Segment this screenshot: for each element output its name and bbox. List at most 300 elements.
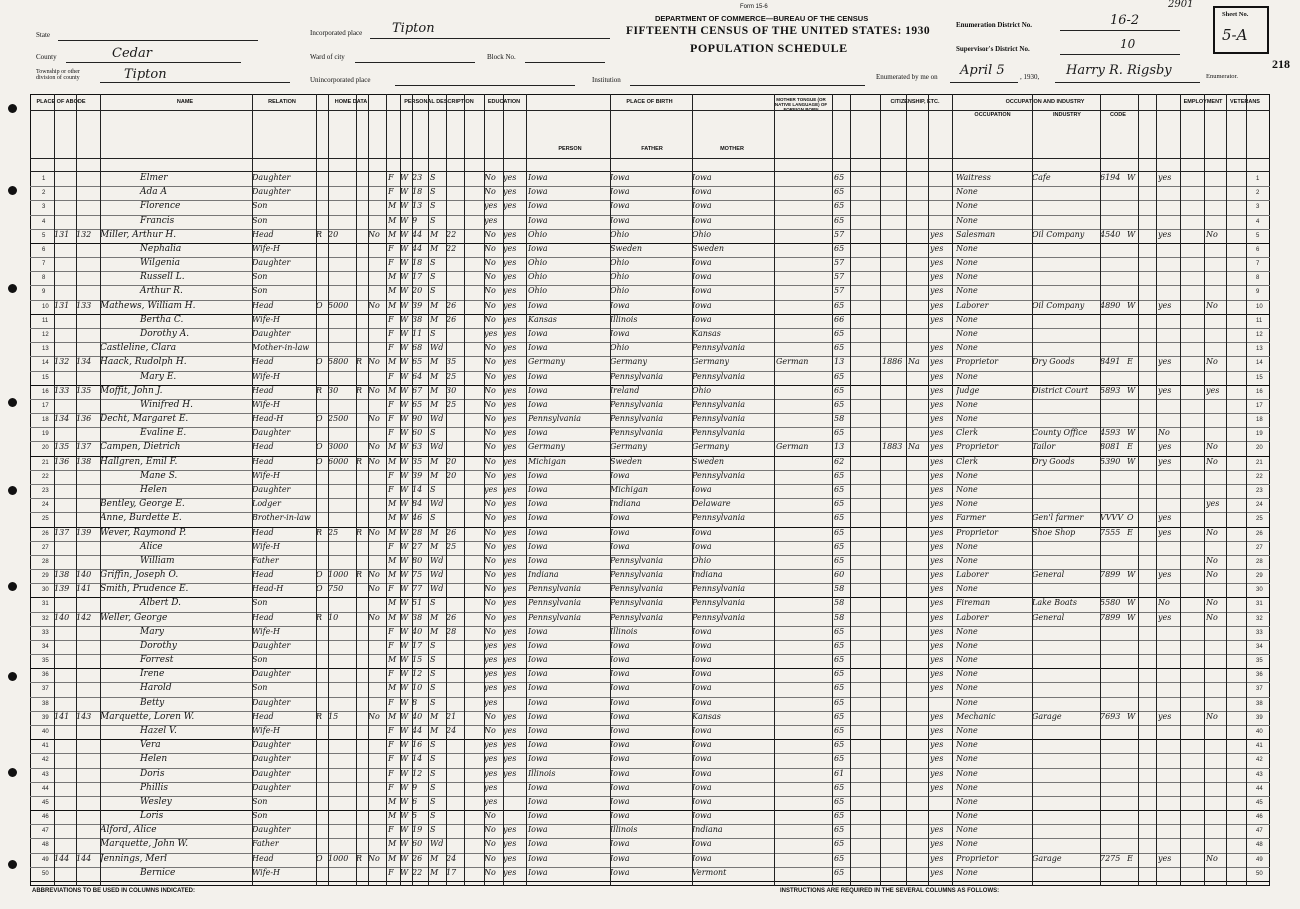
cell-am: 20 — [446, 456, 457, 466]
cell-am: 30 — [446, 385, 457, 395]
incorporated-value: Tipton — [392, 21, 435, 36]
cell-rel: Head — [252, 527, 274, 537]
cell-age: 26 — [412, 853, 423, 863]
cell-ind: Garage — [1032, 711, 1062, 721]
cell-sex: M — [388, 286, 397, 296]
row-number-right: 37 — [1256, 686, 1263, 693]
cell-code: 65 — [834, 399, 845, 409]
cell-vet: No — [1206, 229, 1218, 239]
cell-name: Bernice — [140, 867, 176, 878]
cell-mb: Ohio — [692, 555, 712, 565]
column-divider — [428, 94, 429, 886]
enumerated-year: , 1930, — [1020, 73, 1040, 81]
column-divider — [1204, 94, 1205, 886]
cell-mb: Pennsylvania — [692, 414, 746, 424]
row-number-right: 48 — [1256, 842, 1263, 849]
cell-mar: M — [430, 541, 439, 551]
cell-code: 65 — [834, 740, 845, 750]
institution-label: Institution — [592, 76, 621, 84]
cell-sex: F — [388, 328, 394, 338]
cell-rel: Daughter — [252, 754, 291, 764]
cell-radio: R — [356, 853, 363, 863]
cell-occ: None — [956, 811, 978, 821]
row-number-left: 20 — [42, 445, 49, 452]
cell-nat: Na — [908, 357, 920, 367]
cell-rel: Daughter — [252, 669, 291, 679]
cell-sex: M — [388, 598, 397, 608]
cell-sex: M — [388, 655, 397, 665]
cell-rd: yes — [503, 513, 517, 523]
cell-name: Wever, Raymond P. — [100, 527, 187, 538]
cell-race: W — [400, 811, 409, 821]
cell-race: W — [400, 272, 409, 282]
row-number-right: 21 — [1256, 459, 1263, 466]
cell-rd: yes — [503, 711, 517, 721]
cell-fb: Iowa — [610, 811, 630, 821]
cell-pb: Iowa — [528, 711, 548, 721]
cell-occ: None — [956, 740, 978, 750]
cell-fb: Ohio — [610, 258, 630, 268]
enumerated-label: Enumerated by me on — [876, 73, 938, 81]
cell-fb: Iowa — [610, 470, 630, 480]
cell-rd: yes — [503, 612, 517, 622]
cell-sex: M — [388, 711, 397, 721]
cell-pb: Iowa — [528, 371, 548, 381]
cell-sch: No — [484, 343, 496, 353]
cell-mar: Wd — [430, 584, 444, 594]
enumerated-date-line — [950, 82, 1018, 83]
cell-name: Mane S. — [140, 470, 178, 481]
cell-mar: S — [430, 201, 436, 211]
block-label: Block No. — [487, 53, 516, 61]
cell-age: 17 — [412, 640, 423, 650]
cell-race: W — [400, 428, 409, 438]
cell-rd: yes — [503, 258, 517, 268]
cell-code: 57 — [834, 229, 845, 239]
cell-occ: None — [956, 328, 978, 338]
block-line — [525, 62, 605, 63]
cell-am: 26 — [446, 527, 457, 537]
row-number-left: 49 — [42, 856, 49, 863]
cell-race: W — [400, 385, 409, 395]
cell-cls: W — [1127, 711, 1136, 721]
cell-rel: Lodger — [252, 499, 281, 509]
row-number-left: 12 — [42, 331, 49, 338]
cell-code: 65 — [834, 371, 845, 381]
cell-ind: Dry Goods — [1032, 357, 1075, 367]
cell-mar: M — [430, 357, 439, 367]
cell-name: Arthur R. — [140, 286, 183, 297]
cell-farm: No — [368, 584, 380, 594]
cell-sch: No — [484, 598, 496, 608]
cell-sex: M — [388, 683, 397, 693]
cell-pb: Iowa — [528, 655, 548, 665]
cell-fb: Pennsylvania — [610, 371, 664, 381]
cell-name: Francis — [140, 215, 175, 226]
cell-oc: 4890 — [1100, 300, 1121, 310]
cell-oc: 7275 — [1100, 853, 1121, 863]
cell-fam: 137 — [76, 442, 92, 452]
cell-eng: yes — [930, 513, 944, 523]
cell-mar: M — [430, 243, 439, 253]
cell-mb: Kansas — [692, 328, 721, 338]
row-number-left: 39 — [42, 714, 49, 721]
row-number-right: 38 — [1256, 700, 1263, 707]
row-number-right: 4 — [1256, 218, 1260, 225]
column-divider — [54, 94, 55, 886]
cell-rel: Head — [252, 853, 274, 863]
cell-oc: 5390 — [1100, 456, 1121, 466]
cell-sch: No — [484, 399, 496, 409]
cell-ind: County Office — [1032, 428, 1088, 438]
cell-eng: yes — [930, 414, 944, 424]
cell-rel: Son — [252, 598, 268, 608]
cell-occ: None — [956, 839, 978, 849]
cell-pb: Germany — [528, 357, 565, 367]
cell-race: W — [400, 711, 409, 721]
cell-sch: No — [484, 187, 496, 197]
row-number-right: 35 — [1256, 658, 1263, 665]
cell-name: Evaline E. — [140, 428, 187, 439]
cell-pb: Iowa — [528, 428, 548, 438]
cell-mb: Pennsylvania — [692, 584, 746, 594]
cell-rel: Head — [252, 612, 274, 622]
column-divider — [880, 94, 881, 886]
cell-code: 65 — [834, 328, 845, 338]
cell-mar: M — [430, 399, 439, 409]
cell-rel: Head — [252, 711, 274, 721]
cell-rel: Head — [252, 442, 274, 452]
cell-race: W — [400, 513, 409, 523]
cell-pb: Iowa — [528, 215, 548, 225]
cell-name: Bertha C. — [140, 314, 184, 325]
cell-race: W — [400, 669, 409, 679]
cell-oc: 8491 — [1100, 357, 1121, 367]
cell-own: O — [316, 357, 323, 367]
cell-mb: Pennsylvania — [692, 598, 746, 608]
cell-mb: Iowa — [692, 782, 712, 792]
cell-age: 44 — [412, 229, 423, 239]
incorporated-label: Incorporated place — [310, 29, 363, 37]
township-label: Township or other division of county — [36, 69, 80, 81]
row-number-right: 14 — [1256, 360, 1263, 367]
incorporated-line — [370, 38, 610, 39]
sheet-top-number: 2901 — [1168, 0, 1194, 10]
cell-race: W — [400, 527, 409, 537]
cell-rel: Son — [252, 796, 268, 806]
cell-mar: S — [430, 215, 436, 225]
cell-mar: M — [430, 853, 439, 863]
cell-emp: yes — [1158, 300, 1172, 310]
row-number-left: 34 — [42, 643, 49, 650]
cell-pb: Ohio — [528, 272, 548, 282]
cell-occ: None — [956, 768, 978, 778]
group-occupation-industry: OCCUPATION AND INDUSTRY — [1005, 99, 1085, 105]
group-citizenship: CITIZENSHIP, ETC. — [890, 99, 940, 105]
state-label: State — [36, 31, 50, 39]
cell-val: 5000 — [328, 300, 349, 310]
cell-occ: None — [956, 470, 978, 480]
cell-name: Helen — [140, 754, 168, 765]
cell-sex: F — [388, 541, 394, 551]
cell-eng: yes — [930, 853, 944, 863]
cell-age: 28 — [412, 527, 423, 537]
cell-mar: M — [430, 867, 439, 877]
cell-rel: Daughter — [252, 697, 291, 707]
row-number-right: 50 — [1256, 870, 1263, 877]
cell-oc: 4540 — [1100, 229, 1121, 239]
cell-age: 68 — [412, 343, 423, 353]
cell-farm: No — [368, 442, 380, 452]
row-number-left: 7 — [42, 261, 46, 268]
col-industry-heading: INDUSTRY — [1053, 112, 1081, 118]
row-number-right: 1 — [1256, 176, 1260, 182]
cell-sch: yes — [484, 201, 498, 211]
cell-age: 15 — [412, 655, 423, 665]
row-number-left: 25 — [42, 516, 49, 523]
cell-fb: Illinois — [610, 314, 638, 324]
cell-code: 65 — [834, 243, 845, 253]
cell-code: 65 — [834, 683, 845, 693]
cell-mar: S — [430, 655, 436, 665]
cell-age: 38 — [412, 314, 423, 324]
form-number: Form 15-6 — [740, 4, 768, 10]
column-divider — [400, 94, 401, 886]
cell-cls: W — [1127, 598, 1136, 608]
cell-rel: Son — [252, 683, 268, 693]
cell-emp: yes — [1158, 385, 1172, 395]
cell-occ: None — [956, 541, 978, 551]
cell-rel: Wife-H — [252, 867, 281, 877]
cell-sch: No — [484, 541, 496, 551]
cell-mb: Indiana — [692, 570, 723, 580]
cell-occ: None — [956, 272, 978, 282]
cell-code: 65 — [834, 484, 845, 494]
punch-hole — [8, 104, 17, 113]
cell-rd: yes — [503, 328, 517, 338]
cell-sex: M — [388, 853, 397, 863]
column-divider — [1032, 94, 1033, 886]
row-divider — [30, 881, 1270, 882]
col-occupation-heading: OCCUPATION — [974, 112, 1011, 118]
row-number-right: 44 — [1256, 785, 1263, 792]
cell-mar: S — [430, 669, 436, 679]
cell-rd: yes — [503, 584, 517, 594]
cell-code: 65 — [834, 541, 845, 551]
cell-sex: F — [388, 825, 394, 835]
cell-eng: yes — [930, 612, 944, 622]
cell-pb: Iowa — [528, 343, 548, 353]
cell-sch: yes — [484, 796, 498, 806]
cell-rd: yes — [503, 385, 517, 395]
cell-am: 26 — [446, 300, 457, 310]
cell-mar: S — [430, 683, 436, 693]
row-number-right: 17 — [1256, 402, 1263, 409]
cell-name: Betty — [140, 697, 165, 708]
cell-val: 10 — [328, 612, 339, 622]
cell-rel: Daughter — [252, 328, 291, 338]
cell-mb: Iowa — [692, 215, 712, 225]
cell-fb: Indiana — [610, 499, 641, 509]
cell-pb: Pennsylvania — [528, 612, 582, 622]
cell-dw: 139 — [54, 584, 70, 594]
cell-rd: yes — [503, 740, 517, 750]
cell-dw: 134 — [54, 414, 70, 424]
cell-rd: yes — [503, 343, 517, 353]
cell-code: 60 — [834, 570, 845, 580]
cell-occ: Laborer — [956, 612, 989, 622]
cell-pb: Iowa — [528, 839, 548, 849]
cell-sch: No — [484, 371, 496, 381]
cell-rd: yes — [503, 201, 517, 211]
cell-age: 40 — [412, 626, 423, 636]
cell-fb: Iowa — [610, 669, 630, 679]
cell-eng: yes — [930, 726, 944, 736]
cell-fb: Illinois — [610, 825, 638, 835]
cell-fb: Pennsylvania — [610, 598, 664, 608]
cell-cls: W — [1127, 456, 1136, 466]
cell-name: Bentley, George E. — [100, 499, 185, 510]
cell-age: 18 — [412, 187, 423, 197]
cell-sch: No — [484, 555, 496, 565]
cell-fam: 143 — [76, 711, 92, 721]
cell-pb: Iowa — [528, 640, 548, 650]
cell-sex: F — [388, 314, 394, 324]
cell-name: Forrest — [140, 655, 174, 666]
cell-mar: S — [430, 697, 436, 707]
cell-sch: No — [484, 811, 496, 821]
cell-own: R — [316, 229, 323, 239]
cell-race: W — [400, 626, 409, 636]
row-number-right: 2 — [1256, 190, 1260, 197]
cell-name: Mathews, William H. — [100, 300, 196, 311]
row-number-left: 3 — [42, 204, 46, 211]
cell-oc: 4593 — [1100, 428, 1121, 438]
cell-sex: F — [388, 697, 394, 707]
cell-mb: Pennsylvania — [692, 428, 746, 438]
cell-sch: No — [484, 229, 496, 239]
cell-eng: yes — [930, 555, 944, 565]
cell-race: W — [400, 300, 409, 310]
cell-rel: Father — [252, 555, 279, 565]
cell-dw: 140 — [54, 612, 70, 622]
enumerated-date: April 5 — [960, 63, 1005, 78]
row-number-left: 13 — [42, 346, 49, 353]
cell-fb: Iowa — [610, 173, 630, 182]
cell-radio: R — [356, 357, 363, 367]
col-code-heading: CODE — [1110, 112, 1126, 118]
cell-race: W — [400, 258, 409, 268]
cell-eng: yes — [930, 584, 944, 594]
cell-race: W — [400, 867, 409, 877]
cell-eng: yes — [930, 527, 944, 537]
cell-own: R — [316, 385, 323, 395]
cell-eng: yes — [930, 655, 944, 665]
cell-fb: Pennsylvania — [610, 584, 664, 594]
cell-race: W — [400, 357, 409, 367]
cell-mar: S — [430, 286, 436, 296]
cell-age: 14 — [412, 754, 423, 764]
cell-cls: E — [1127, 357, 1133, 367]
cell-age: 51 — [412, 598, 423, 608]
department-title: DEPARTMENT OF COMMERCE—BUREAU OF THE CENSUS — [655, 14, 869, 23]
cell-age: 84 — [412, 499, 423, 509]
row-number-left: 38 — [42, 700, 49, 707]
cell-rd: yes — [503, 243, 517, 253]
cell-race: W — [400, 754, 409, 764]
row-number-right: 36 — [1256, 672, 1263, 679]
cell-fb: Pennsylvania — [610, 555, 664, 565]
cell-val: 20 — [328, 229, 339, 239]
cell-race: W — [400, 215, 409, 225]
row-number-right: 49 — [1256, 856, 1263, 863]
cell-rd: yes — [503, 272, 517, 282]
cell-code: 65 — [834, 867, 845, 877]
row-number-right: 29 — [1256, 573, 1263, 580]
cell-val: 6000 — [328, 456, 349, 466]
cell-pb: Iowa — [528, 243, 548, 253]
cell-rd: yes — [503, 173, 517, 182]
cell-mb: Indiana — [692, 825, 723, 835]
cell-occ: Laborer — [956, 570, 989, 580]
cell-farm: No — [368, 385, 380, 395]
cell-rel: Head — [252, 357, 274, 367]
cell-rel: Wife-H — [252, 371, 281, 381]
cell-sex: F — [388, 740, 394, 750]
row-number-left: 22 — [42, 473, 49, 480]
cell-mar: S — [430, 484, 436, 494]
cell-sex: F — [388, 371, 394, 381]
cell-rd: yes — [503, 867, 517, 877]
cell-sex: F — [388, 726, 394, 736]
cell-code: 65 — [834, 470, 845, 480]
cell-fam: 133 — [76, 300, 92, 310]
cell-nat: Na — [908, 442, 920, 452]
cell-pb: Iowa — [528, 796, 548, 806]
cell-rd: yes — [503, 527, 517, 537]
cell-dw: 141 — [54, 711, 70, 721]
row-number-right: 19 — [1256, 431, 1263, 438]
cell-emp: yes — [1158, 456, 1172, 466]
cell-occ: Proprietor — [956, 442, 999, 452]
cell-imm: 1886 — [882, 357, 902, 367]
cell-pb: Iowa — [528, 669, 548, 679]
cell-mar: S — [430, 782, 436, 792]
cell-rd: yes — [503, 414, 517, 424]
cell-eng: yes — [930, 243, 944, 253]
cell-mar: S — [430, 513, 436, 523]
cell-val: 1000 — [328, 853, 349, 863]
cell-rd: yes — [503, 768, 517, 778]
cell-mb: Iowa — [692, 655, 712, 665]
cell-mb: Pennsylvania — [692, 513, 746, 523]
cell-race: W — [400, 825, 409, 835]
cell-sex: M — [388, 272, 397, 282]
row-number-left: 40 — [42, 729, 49, 736]
institution-line — [630, 85, 865, 86]
cell-mb: Iowa — [692, 811, 712, 821]
cell-mar: Wd — [430, 499, 444, 509]
cell-sch: No — [484, 258, 496, 268]
cell-mar: Wd — [430, 442, 444, 452]
column-divider — [526, 94, 527, 886]
cell-occ: None — [956, 484, 978, 494]
cell-sch: No — [484, 612, 496, 622]
footer-abbreviations: ABBREVIATIONS TO BE USED IN COLUMNS INDICATED: — [32, 888, 196, 894]
cell-sch: yes — [484, 768, 498, 778]
cell-pb: Iowa — [528, 782, 548, 792]
row-number-left: 23 — [42, 487, 49, 494]
